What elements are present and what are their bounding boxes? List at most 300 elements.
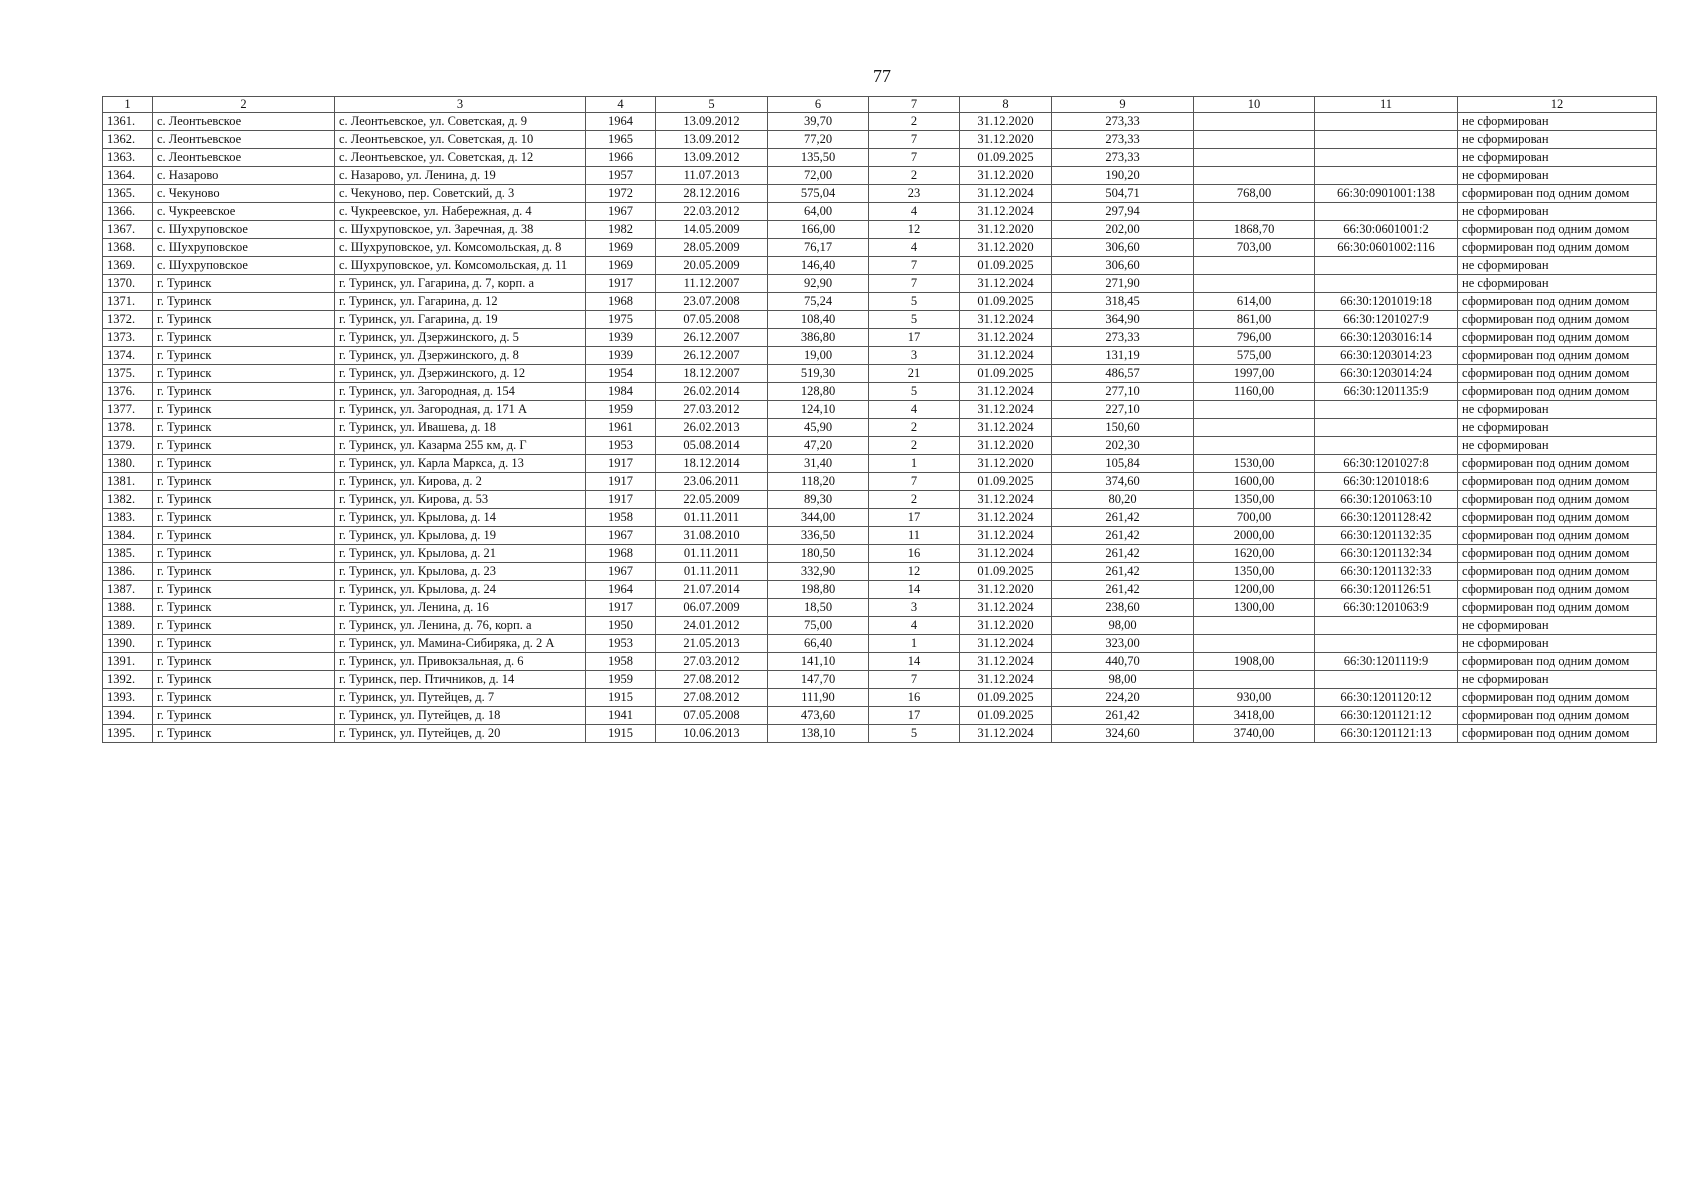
cell-land-area: 1908,00 [1194, 653, 1315, 671]
cell-year-built: 1953 [586, 437, 656, 455]
cell-cadastral-number: 66:30:1203014:24 [1315, 365, 1458, 383]
cell-date: 01.11.2011 [656, 545, 768, 563]
cell-row-number: 1361. [103, 113, 153, 131]
cell-area: 47,20 [768, 437, 869, 455]
cell-date: 13.09.2012 [656, 131, 768, 149]
cell-cadastral-number [1315, 437, 1458, 455]
cell-cadastral-number: 66:30:1201019:18 [1315, 293, 1458, 311]
cell-rate: 80,20 [1052, 491, 1194, 509]
cell-settlement: г. Туринск [153, 401, 335, 419]
cell-year-built: 1939 [586, 347, 656, 365]
cell-land-status: не сформирован [1458, 275, 1657, 293]
cell-settlement: г. Туринск [153, 545, 335, 563]
cell-residents: 3 [869, 347, 960, 365]
cell-rate: 190,20 [1052, 167, 1194, 185]
cell-rate: 224,20 [1052, 689, 1194, 707]
cell-rate: 105,84 [1052, 455, 1194, 473]
cell-land-status: сформирован под одним домом [1458, 239, 1657, 257]
cell-rate: 261,42 [1052, 707, 1194, 725]
cell-date: 01.11.2011 [656, 563, 768, 581]
cell-rate: 318,45 [1052, 293, 1194, 311]
cell-row-number: 1387. [103, 581, 153, 599]
cell-settlement: г. Туринск [153, 473, 335, 491]
cell-address: г. Туринск, ул. Крылова, д. 21 [335, 545, 586, 563]
cell-land-area: 1350,00 [1194, 563, 1315, 581]
cell-land-area: 1530,00 [1194, 455, 1315, 473]
cell-row-number: 1385. [103, 545, 153, 563]
table-row [103, 671, 1657, 689]
cell-date: 13.09.2012 [656, 113, 768, 131]
cell-deadline: 31.12.2024 [960, 311, 1052, 329]
cell-rate: 271,90 [1052, 275, 1194, 293]
cell-date: 01.11.2011 [656, 509, 768, 527]
cell-cadastral-number [1315, 401, 1458, 419]
cell-residents: 14 [869, 581, 960, 599]
cell-cadastral-number: 66:30:1201121:12 [1315, 707, 1458, 725]
cell-deadline: 31.12.2020 [960, 113, 1052, 131]
cell-land-status: сформирован под одним домом [1458, 599, 1657, 617]
cell-deadline: 31.12.2024 [960, 545, 1052, 563]
cell-residents: 7 [869, 473, 960, 491]
cell-land-area [1194, 671, 1315, 689]
cell-date: 22.05.2009 [656, 491, 768, 509]
cell-row-number: 1394. [103, 707, 153, 725]
cell-residents: 7 [869, 131, 960, 149]
cell-address: с. Леонтьевское, ул. Советская, д. 10 [335, 131, 586, 149]
cell-rate: 261,42 [1052, 527, 1194, 545]
cell-land-area: 1350,00 [1194, 491, 1315, 509]
cell-cadastral-number: 66:30:1201027:8 [1315, 455, 1458, 473]
cell-settlement: с. Шухруповское [153, 221, 335, 239]
cell-land-area: 700,00 [1194, 509, 1315, 527]
cell-land-status: не сформирован [1458, 671, 1657, 689]
cell-year-built: 1954 [586, 365, 656, 383]
cell-deadline: 31.12.2024 [960, 401, 1052, 419]
table-row [103, 329, 1657, 347]
cell-cadastral-number: 66:30:1201119:9 [1315, 653, 1458, 671]
cell-settlement: г. Туринск [153, 671, 335, 689]
cell-land-area [1194, 257, 1315, 275]
cell-rate: 131,19 [1052, 347, 1194, 365]
cell-row-number: 1393. [103, 689, 153, 707]
cell-area: 575,04 [768, 185, 869, 203]
cell-area: 128,80 [768, 383, 869, 401]
table-row [103, 599, 1657, 617]
cell-deadline: 31.12.2020 [960, 437, 1052, 455]
cell-residents: 7 [869, 257, 960, 275]
cell-residents: 4 [869, 617, 960, 635]
cell-year-built: 1953 [586, 635, 656, 653]
cell-land-status: сформирован под одним домом [1458, 689, 1657, 707]
cell-deadline: 31.12.2024 [960, 725, 1052, 743]
cell-row-number: 1391. [103, 653, 153, 671]
cell-deadline: 31.12.2024 [960, 419, 1052, 437]
cell-settlement: с. Леонтьевское [153, 131, 335, 149]
cell-cadastral-number [1315, 203, 1458, 221]
cell-address: г. Туринск, ул. Загородная, д. 154 [335, 383, 586, 401]
table-row [103, 257, 1657, 275]
cell-date: 05.08.2014 [656, 437, 768, 455]
cell-land-area [1194, 617, 1315, 635]
cell-address: с. Чекуново, пер. Советский, д. 3 [335, 185, 586, 203]
cell-cadastral-number: 66:30:1201018:6 [1315, 473, 1458, 491]
cell-land-status: сформирован под одним домом [1458, 527, 1657, 545]
cell-cadastral-number [1315, 419, 1458, 437]
cell-row-number: 1366. [103, 203, 153, 221]
cell-land-status: сформирован под одним домом [1458, 185, 1657, 203]
cell-land-area: 1600,00 [1194, 473, 1315, 491]
cell-deadline: 01.09.2025 [960, 257, 1052, 275]
cell-land-status: сформирован под одним домом [1458, 581, 1657, 599]
cell-year-built: 1917 [586, 491, 656, 509]
cell-land-status: сформирован под одним домом [1458, 491, 1657, 509]
cell-settlement: г. Туринск [153, 527, 335, 545]
table-row [103, 725, 1657, 743]
cell-date: 23.06.2011 [656, 473, 768, 491]
cell-residents: 2 [869, 491, 960, 509]
cell-deadline: 31.12.2024 [960, 347, 1052, 365]
cell-residents: 23 [869, 185, 960, 203]
cell-area: 519,30 [768, 365, 869, 383]
cell-land-status: не сформирован [1458, 203, 1657, 221]
cell-land-area: 614,00 [1194, 293, 1315, 311]
cell-land-status: не сформирован [1458, 167, 1657, 185]
cell-cadastral-number: 66:30:1201063:10 [1315, 491, 1458, 509]
cell-row-number: 1375. [103, 365, 153, 383]
cell-row-number: 1368. [103, 239, 153, 257]
cell-area: 108,40 [768, 311, 869, 329]
cell-residents: 14 [869, 653, 960, 671]
cell-settlement: г. Туринск [153, 635, 335, 653]
cell-land-area: 861,00 [1194, 311, 1315, 329]
cell-residents: 12 [869, 563, 960, 581]
cell-land-status: не сформирован [1458, 401, 1657, 419]
cell-residents: 2 [869, 419, 960, 437]
cell-deadline: 01.09.2025 [960, 293, 1052, 311]
cell-residents: 5 [869, 725, 960, 743]
cell-date: 21.05.2013 [656, 635, 768, 653]
cell-address: г. Туринск, ул. Дзержинского, д. 5 [335, 329, 586, 347]
cell-deadline: 31.12.2024 [960, 383, 1052, 401]
cell-area: 180,50 [768, 545, 869, 563]
cell-residents: 16 [869, 545, 960, 563]
cell-address: г. Туринск, ул. Привокзальная, д. 6 [335, 653, 586, 671]
cell-rate: 261,42 [1052, 563, 1194, 581]
cell-land-status: сформирован под одним домом [1458, 347, 1657, 365]
cell-cadastral-number [1315, 131, 1458, 149]
cell-residents: 11 [869, 527, 960, 545]
cell-land-status: не сформирован [1458, 635, 1657, 653]
cell-cadastral-number [1315, 635, 1458, 653]
cell-settlement: г. Туринск [153, 383, 335, 401]
cell-rate: 261,42 [1052, 545, 1194, 563]
cell-area: 147,70 [768, 671, 869, 689]
cell-land-status: не сформирован [1458, 131, 1657, 149]
cell-year-built: 1966 [586, 149, 656, 167]
cell-address: г. Туринск, ул. Ленина, д. 76, корп. а [335, 617, 586, 635]
table-row [103, 707, 1657, 725]
cell-area: 39,70 [768, 113, 869, 131]
column-header-1: 1 [103, 97, 153, 113]
cell-cadastral-number [1315, 167, 1458, 185]
table-row [103, 203, 1657, 221]
cell-address: г. Туринск, ул. Гагарина, д. 7, корп. а [335, 275, 586, 293]
cell-land-status: сформирован под одним домом [1458, 725, 1657, 743]
cell-land-status: не сформирован [1458, 437, 1657, 455]
cell-address: с. Назарово, ул. Ленина, д. 19 [335, 167, 586, 185]
cell-land-area: 768,00 [1194, 185, 1315, 203]
cell-row-number: 1378. [103, 419, 153, 437]
cell-date: 28.12.2016 [656, 185, 768, 203]
cell-rate: 98,00 [1052, 617, 1194, 635]
cell-area: 386,80 [768, 329, 869, 347]
cell-deadline: 01.09.2025 [960, 707, 1052, 725]
cell-land-status: не сформирован [1458, 149, 1657, 167]
table-row [103, 653, 1657, 671]
cell-deadline: 31.12.2020 [960, 581, 1052, 599]
cell-area: 19,00 [768, 347, 869, 365]
cell-cadastral-number [1315, 113, 1458, 131]
cell-row-number: 1374. [103, 347, 153, 365]
cell-year-built: 1972 [586, 185, 656, 203]
cell-year-built: 1968 [586, 293, 656, 311]
cell-rate: 323,00 [1052, 635, 1194, 653]
column-header-9: 9 [1052, 97, 1194, 113]
table-row [103, 347, 1657, 365]
cell-settlement: с. Чукреевское [153, 203, 335, 221]
table-row [103, 635, 1657, 653]
cell-area: 146,40 [768, 257, 869, 275]
cell-land-area: 1997,00 [1194, 365, 1315, 383]
cell-area: 332,90 [768, 563, 869, 581]
cell-address: с. Шухруповское, ул. Заречная, д. 38 [335, 221, 586, 239]
table-row [103, 545, 1657, 563]
cell-date: 18.12.2014 [656, 455, 768, 473]
cell-date: 27.03.2012 [656, 401, 768, 419]
cell-year-built: 1957 [586, 167, 656, 185]
cell-row-number: 1392. [103, 671, 153, 689]
cell-deadline: 01.09.2025 [960, 563, 1052, 581]
table-row [103, 311, 1657, 329]
cell-residents: 2 [869, 167, 960, 185]
cell-row-number: 1369. [103, 257, 153, 275]
cell-rate: 238,60 [1052, 599, 1194, 617]
column-header-10: 10 [1194, 97, 1315, 113]
cell-settlement: г. Туринск [153, 365, 335, 383]
cell-row-number: 1384. [103, 527, 153, 545]
cell-year-built: 1959 [586, 401, 656, 419]
cell-year-built: 1950 [586, 617, 656, 635]
cell-land-status: сформирован под одним домом [1458, 473, 1657, 491]
cell-year-built: 1965 [586, 131, 656, 149]
cell-settlement: г. Туринск [153, 725, 335, 743]
table-row [103, 239, 1657, 257]
table-row [103, 113, 1657, 131]
cell-land-area: 1160,00 [1194, 383, 1315, 401]
cell-area: 166,00 [768, 221, 869, 239]
cell-deadline: 31.12.2024 [960, 599, 1052, 617]
cell-rate: 504,71 [1052, 185, 1194, 203]
cell-date: 22.03.2012 [656, 203, 768, 221]
table-row [103, 383, 1657, 401]
table-row [103, 149, 1657, 167]
cell-date: 24.01.2012 [656, 617, 768, 635]
cell-land-status: не сформирован [1458, 257, 1657, 275]
cell-cadastral-number: 66:30:1201027:9 [1315, 311, 1458, 329]
table-row [103, 617, 1657, 635]
cell-row-number: 1389. [103, 617, 153, 635]
cell-date: 28.05.2009 [656, 239, 768, 257]
cell-settlement: г. Туринск [153, 293, 335, 311]
cell-cadastral-number: 66:30:1201128:42 [1315, 509, 1458, 527]
cell-address: г. Туринск, ул. Кирова, д. 2 [335, 473, 586, 491]
cell-land-area: 575,00 [1194, 347, 1315, 365]
page-number: 77 [873, 66, 891, 86]
cell-land-area [1194, 149, 1315, 167]
cell-area: 344,00 [768, 509, 869, 527]
cell-date: 21.07.2014 [656, 581, 768, 599]
cell-rate: 227,10 [1052, 401, 1194, 419]
cell-row-number: 1365. [103, 185, 153, 203]
cell-year-built: 1982 [586, 221, 656, 239]
cell-rate: 261,42 [1052, 581, 1194, 599]
cell-rate: 273,33 [1052, 149, 1194, 167]
cell-address: г. Туринск, ул. Дзержинского, д. 12 [335, 365, 586, 383]
table-row [103, 401, 1657, 419]
cell-row-number: 1371. [103, 293, 153, 311]
cell-land-area [1194, 401, 1315, 419]
cell-cadastral-number: 66:30:1201132:34 [1315, 545, 1458, 563]
cell-area: 76,17 [768, 239, 869, 257]
cell-land-status: сформирован под одним домом [1458, 707, 1657, 725]
cell-land-area [1194, 167, 1315, 185]
cell-settlement: г. Туринск [153, 563, 335, 581]
cell-deadline: 31.12.2024 [960, 653, 1052, 671]
cell-row-number: 1376. [103, 383, 153, 401]
cell-land-status: сформирован под одним домом [1458, 311, 1657, 329]
cell-address: г. Туринск, ул. Карла Маркса, д. 13 [335, 455, 586, 473]
cell-residents: 21 [869, 365, 960, 383]
cell-residents: 5 [869, 383, 960, 401]
cell-area: 198,80 [768, 581, 869, 599]
table-row [103, 581, 1657, 599]
cell-deadline: 31.12.2020 [960, 239, 1052, 257]
cell-land-status: сформирован под одним домом [1458, 653, 1657, 671]
cell-settlement: с. Чекуново [153, 185, 335, 203]
cell-settlement: г. Туринск [153, 311, 335, 329]
cell-address: г. Туринск, ул. Ленина, д. 16 [335, 599, 586, 617]
cell-deadline: 01.09.2025 [960, 365, 1052, 383]
cell-rate: 261,42 [1052, 509, 1194, 527]
cell-settlement: г. Туринск [153, 347, 335, 365]
cell-address: г. Туринск, ул. Гагарина, д. 19 [335, 311, 586, 329]
cell-area: 141,10 [768, 653, 869, 671]
cell-area: 111,90 [768, 689, 869, 707]
cell-address: г. Туринск, ул. Крылова, д. 19 [335, 527, 586, 545]
table-row [103, 131, 1657, 149]
cell-year-built: 1959 [586, 671, 656, 689]
cell-rate: 297,94 [1052, 203, 1194, 221]
cell-settlement: г. Туринск [153, 491, 335, 509]
cell-date: 23.07.2008 [656, 293, 768, 311]
cell-year-built: 1968 [586, 545, 656, 563]
cell-land-area [1194, 275, 1315, 293]
cell-row-number: 1379. [103, 437, 153, 455]
table-row [103, 275, 1657, 293]
cell-area: 118,20 [768, 473, 869, 491]
cell-row-number: 1382. [103, 491, 153, 509]
cell-date: 13.09.2012 [656, 149, 768, 167]
cell-year-built: 1967 [586, 527, 656, 545]
cell-address: г. Туринск, ул. Мамина-Сибиряка, д. 2 А [335, 635, 586, 653]
cell-year-built: 1964 [586, 113, 656, 131]
cell-rate: 374,60 [1052, 473, 1194, 491]
cell-year-built: 1939 [586, 329, 656, 347]
cell-land-area: 2000,00 [1194, 527, 1315, 545]
cell-deadline: 31.12.2024 [960, 203, 1052, 221]
cell-deadline: 31.12.2020 [960, 455, 1052, 473]
cell-area: 92,90 [768, 275, 869, 293]
cell-address: с. Чукреевское, ул. Набережная, д. 4 [335, 203, 586, 221]
cell-settlement: г. Туринск [153, 509, 335, 527]
cell-land-status: сформирован под одним домом [1458, 545, 1657, 563]
cell-year-built: 1941 [586, 707, 656, 725]
cell-settlement: с. Леонтьевское [153, 113, 335, 131]
column-header-3: 3 [335, 97, 586, 113]
cell-settlement: г. Туринск [153, 581, 335, 599]
cell-land-area: 1868,70 [1194, 221, 1315, 239]
column-header-12: 12 [1458, 97, 1657, 113]
cell-land-area: 1620,00 [1194, 545, 1315, 563]
cell-land-area [1194, 635, 1315, 653]
cell-settlement: г. Туринск [153, 689, 335, 707]
cell-land-area: 703,00 [1194, 239, 1315, 257]
cell-year-built: 1969 [586, 257, 656, 275]
column-header-2: 2 [153, 97, 335, 113]
cell-residents: 5 [869, 311, 960, 329]
cell-address: с. Шухруповское, ул. Комсомольская, д. 11 [335, 257, 586, 275]
table-row [103, 473, 1657, 491]
cell-deadline: 31.12.2024 [960, 491, 1052, 509]
cell-year-built: 1961 [586, 419, 656, 437]
cell-land-status: сформирован под одним домом [1458, 455, 1657, 473]
cell-address: г. Туринск, ул. Гагарина, д. 12 [335, 293, 586, 311]
cell-residents: 7 [869, 275, 960, 293]
cell-address: с. Леонтьевское, ул. Советская, д. 9 [335, 113, 586, 131]
cell-address: с. Леонтьевское, ул. Советская, д. 12 [335, 149, 586, 167]
cell-year-built: 1917 [586, 275, 656, 293]
cell-address: с. Шухруповское, ул. Комсомольская, д. 8 [335, 239, 586, 257]
cell-deadline: 01.09.2025 [960, 689, 1052, 707]
cell-date: 20.05.2009 [656, 257, 768, 275]
cell-year-built: 1917 [586, 473, 656, 491]
cell-rate: 306,60 [1052, 239, 1194, 257]
cell-date: 14.05.2009 [656, 221, 768, 239]
cell-land-status: сформирован под одним домом [1458, 365, 1657, 383]
cell-deadline: 31.12.2020 [960, 221, 1052, 239]
cell-cadastral-number: 66:30:0601002:116 [1315, 239, 1458, 257]
table-row [103, 689, 1657, 707]
cell-row-number: 1386. [103, 563, 153, 581]
cell-row-number: 1395. [103, 725, 153, 743]
cell-date: 11.07.2013 [656, 167, 768, 185]
cell-cadastral-number [1315, 671, 1458, 689]
cell-rate: 324,60 [1052, 725, 1194, 743]
cell-year-built: 1917 [586, 599, 656, 617]
cell-address: г. Туринск, ул. Ивашева, д. 18 [335, 419, 586, 437]
cell-date: 26.12.2007 [656, 329, 768, 347]
cell-residents: 4 [869, 401, 960, 419]
